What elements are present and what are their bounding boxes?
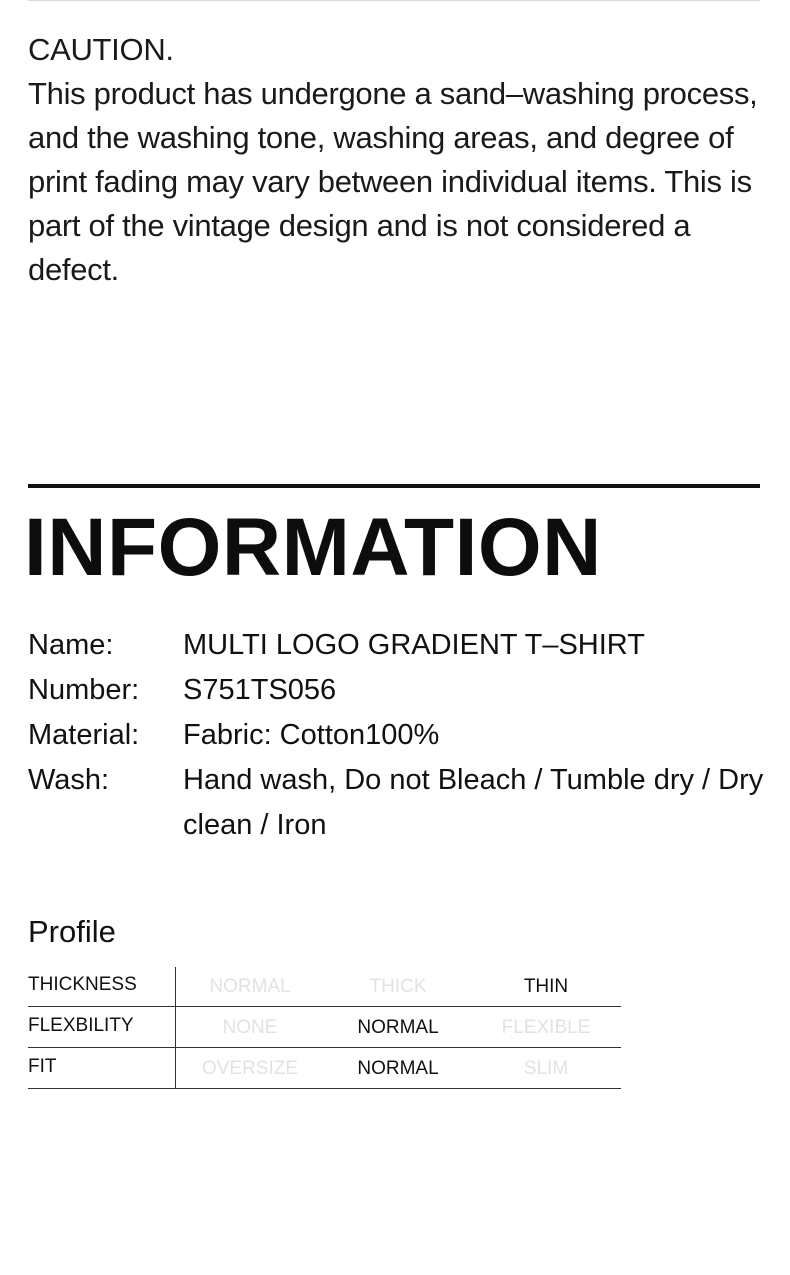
- spec-row-number: [28, 668, 773, 713]
- information-divider: [28, 484, 760, 488]
- profile-option: FLEXIBLE: [501, 1017, 591, 1038]
- spec-value: Hand wash, Do not Bleach / Tumble dry / Dry clean / Iron: [183, 764, 764, 841]
- profile-row-fit: [28, 1048, 621, 1089]
- profile-title: Profile: [28, 914, 116, 949]
- profile-option: NORMAL: [357, 1058, 439, 1079]
- profile-option: THIN: [523, 976, 569, 997]
- profile-option: SLIM: [523, 1058, 569, 1079]
- spec-label: Material:: [28, 719, 140, 751]
- spec-label: Wash:: [28, 764, 110, 796]
- information-heading: INFORMATION: [24, 502, 602, 593]
- profile-row-thickness: [28, 967, 621, 1007]
- spec-table: [28, 623, 773, 848]
- spec-row-material: [28, 713, 773, 758]
- spec-row-name: [28, 623, 773, 668]
- spec-row-wash: [28, 758, 773, 848]
- caution-title: CAUTION.: [28, 32, 174, 67]
- caution-section: [28, 28, 773, 292]
- profile-option: NORMAL: [209, 976, 291, 997]
- profile-option: OVERSIZE: [201, 1058, 299, 1079]
- spec-label: Number:: [28, 674, 140, 706]
- top-divider: [28, 0, 760, 1]
- profile-option: THICK: [369, 976, 427, 997]
- profile-grid: [28, 967, 621, 1089]
- profile-row-flexibility: [28, 1007, 621, 1048]
- caution-body: This product has undergone a sand–washing process, and the washing tone, washing areas, and degree of print fading may vary between individual items. This is part of the vintage design and is not considered a defect.: [28, 76, 758, 287]
- profile-label: FLEXBILITY: [28, 1007, 176, 1047]
- spec-label: Name:: [28, 629, 114, 661]
- spec-value: MULTI LOGO GRADIENT T–SHIRT: [183, 629, 645, 661]
- spec-value: Fabric: Cotton100%: [183, 719, 440, 751]
- profile-label: THICKNESS: [28, 967, 176, 1006]
- profile-option: NORMAL: [357, 1017, 439, 1038]
- profile-option: NONE: [222, 1017, 278, 1038]
- spec-value: S751TS056: [183, 674, 337, 706]
- profile-label: FIT: [28, 1048, 176, 1088]
